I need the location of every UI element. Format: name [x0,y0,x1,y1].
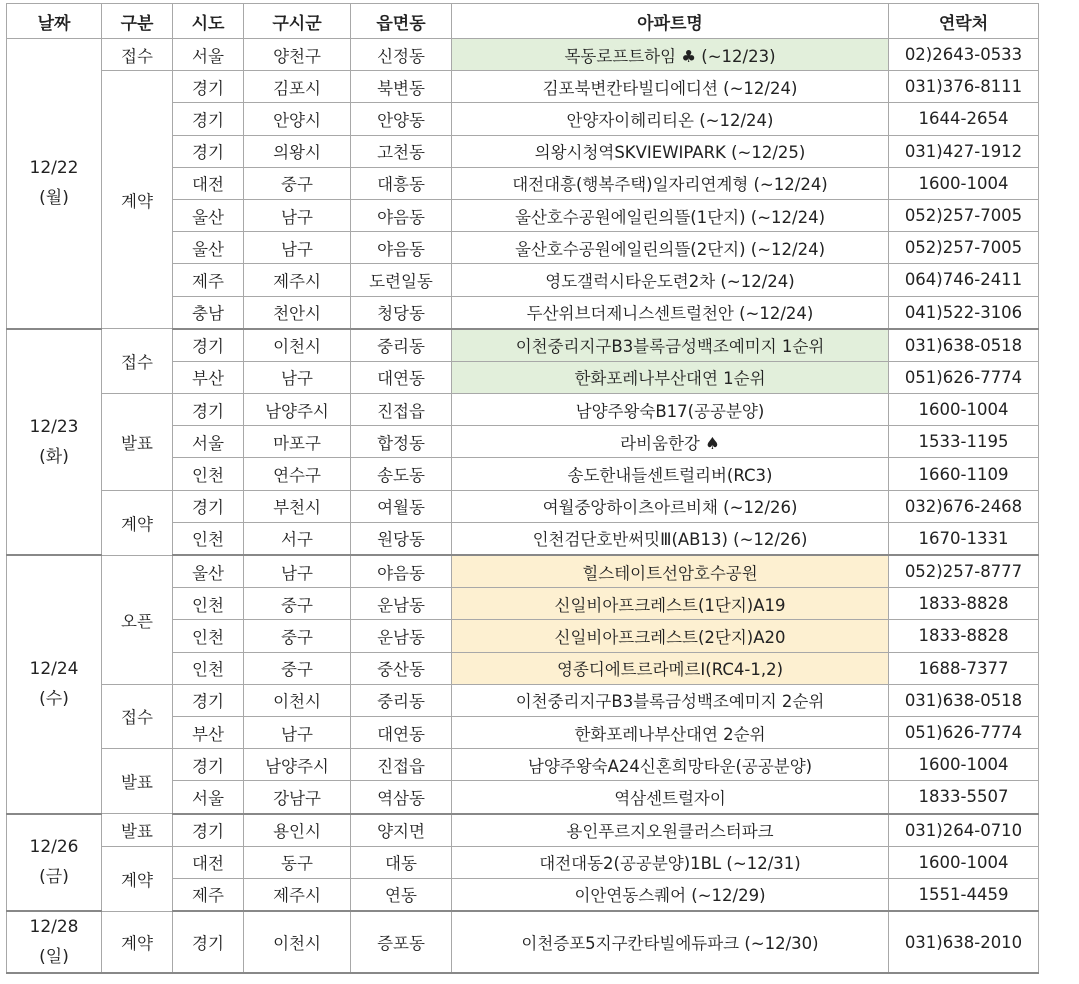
district-cell: 중구 [244,620,351,652]
table-row [7,329,1039,362]
apartment-name-cell: 한화포레나부산대연 1순위 [452,361,889,393]
province-cell: 부산 [173,361,244,393]
district-cell: 남구 [244,361,351,393]
header-date: 날짜 [7,4,102,39]
province-cell: 경기 [173,71,244,103]
contact-cell: 052)257-8777 [889,555,1039,588]
province-cell: 충남 [173,296,244,329]
apartment-name-cell: 대전대동2(공공분양)1BL (~12/31) [452,846,889,878]
town-cell: 진접읍 [351,749,452,781]
apartment-name-cell: 이천중리지구B3블록금성백조예미지 2순위 [452,684,889,716]
town-cell: 야음동 [351,199,452,231]
contact-cell: 031)638-0518 [889,684,1039,716]
district-cell: 서구 [244,522,351,555]
district-cell: 연수구 [244,458,351,490]
contact-cell: 064)746-2411 [889,264,1039,296]
table-row [7,490,1039,522]
district-cell: 김포시 [244,71,351,103]
date-value: 12/22 [29,158,79,179]
category-cell: 접수 [102,684,173,748]
table-row [7,555,1039,588]
province-cell: 울산 [173,555,244,588]
province-cell: 대전 [173,167,244,199]
province-cell: 경기 [173,911,244,973]
district-cell: 양천구 [244,39,351,71]
category-cell: 발표 [102,749,173,814]
contact-cell: 041)522-3106 [889,296,1039,329]
town-cell: 대흥동 [351,167,452,199]
category-cell: 접수 [102,329,173,394]
town-cell: 양지면 [351,814,452,847]
town-cell: 역삼동 [351,781,452,814]
table-row [7,814,1039,847]
apartment-name-cell: 힐스테이트선암호수공원 [452,555,889,588]
district-cell: 의왕시 [244,135,351,167]
town-cell: 진접읍 [351,394,452,426]
district-cell: 천안시 [244,296,351,329]
district-cell: 남구 [244,716,351,748]
town-cell: 원당동 [351,522,452,555]
province-cell: 인천 [173,652,244,684]
province-cell: 울산 [173,232,244,264]
date-value: 12/24 [29,659,79,680]
table-body [7,39,1039,974]
district-cell: 부천시 [244,490,351,522]
contact-cell: 1660-1109 [889,458,1039,490]
district-cell: 제주시 [244,878,351,911]
province-cell: 경기 [173,684,244,716]
apartment-name-cell: 이안연동스퀘어 (~12/29) [452,878,889,911]
contact-cell: 031)638-2010 [889,911,1039,973]
apartment-name-cell: 김포북변칸타빌디에디션 (~12/24) [452,71,889,103]
district-cell: 중구 [244,588,351,620]
province-cell: 경기 [173,749,244,781]
province-cell: 경기 [173,814,244,847]
category-cell: 계약 [102,71,173,329]
category-cell: 계약 [102,911,173,973]
date-cell [7,555,102,814]
table-row [7,39,1039,71]
town-cell: 대동 [351,846,452,878]
contact-cell: 031)427-1912 [889,135,1039,167]
town-cell: 송도동 [351,458,452,490]
day-of-week: (화) [39,446,69,467]
header-district: 구시군 [244,4,351,39]
apartment-name-cell: 여월중앙하이츠아르비채 (~12/26) [452,490,889,522]
town-cell: 청당동 [351,296,452,329]
apartment-name-cell: 역삼센트럴자이 [452,781,889,814]
contact-cell: 02)2643-0533 [889,39,1039,71]
apartment-name-cell: 대전대흥(행복주택)일자리연계형 (~12/24) [452,167,889,199]
header-category: 구분 [102,4,173,39]
contact-cell: 051)626-7774 [889,361,1039,393]
town-cell: 합정동 [351,426,452,458]
date-value: 12/26 [29,837,79,858]
town-cell: 대연동 [351,716,452,748]
town-cell: 중산동 [351,652,452,684]
town-cell: 안양동 [351,103,452,135]
town-cell: 여월동 [351,490,452,522]
district-cell: 마포구 [244,426,351,458]
apartment-name-cell: 목동로프트하임 ♣ (~12/23) [452,39,889,71]
contact-cell: 052)257-7005 [889,199,1039,231]
contact-cell: 031)264-0710 [889,814,1039,847]
apartment-name-cell: 한화포레나부산대연 2순위 [452,716,889,748]
apartment-name-cell: 라비움한강 ♠ [452,426,889,458]
district-cell: 동구 [244,846,351,878]
contact-cell: 1833-8828 [889,588,1039,620]
district-cell: 남구 [244,199,351,231]
contact-cell: 1833-5507 [889,781,1039,814]
contact-cell: 1644-2654 [889,103,1039,135]
province-cell: 서울 [173,781,244,814]
town-cell: 운남동 [351,620,452,652]
category-cell: 접수 [102,39,173,71]
province-cell: 제주 [173,264,244,296]
district-cell: 남구 [244,555,351,588]
district-cell: 이천시 [244,329,351,362]
apartment-name-cell: 영도갤럭시타운도련2차 (~12/24) [452,264,889,296]
apartment-name-cell: 두산위브더제니스센트럴천안 (~12/24) [452,296,889,329]
province-cell: 경기 [173,329,244,362]
contact-cell: 1833-8828 [889,620,1039,652]
contact-cell: 1600-1004 [889,846,1039,878]
town-cell: 고천동 [351,135,452,167]
date-cell [7,329,102,555]
apartment-name-cell: 용인푸르지오원클러스터파크 [452,814,889,847]
province-cell: 경기 [173,135,244,167]
district-cell: 남양주시 [244,749,351,781]
contact-cell: 031)638-0518 [889,329,1039,362]
date-cell [7,39,102,329]
district-cell: 제주시 [244,264,351,296]
district-cell: 이천시 [244,911,351,973]
header-province: 시도 [173,4,244,39]
day-of-week: (월) [39,188,69,209]
date-cell [7,911,102,973]
apartment-name-cell: 이천증포5지구칸타빌에듀파크 (~12/30) [452,911,889,973]
district-cell: 중구 [244,652,351,684]
day-of-week: (일) [39,947,69,968]
district-cell: 남양주시 [244,394,351,426]
category-cell: 발표 [102,814,173,847]
contact-cell: 1533-1195 [889,426,1039,458]
town-cell: 도련일동 [351,264,452,296]
date-cell [7,814,102,912]
contact-cell: 032)676-2468 [889,490,1039,522]
apartment-name-cell: 영종디에트르라메르Ⅰ(RC4-1,2) [452,652,889,684]
table-row [7,394,1039,426]
apartment-name-cell: 울산호수공원에일린의뜰(2단지) (~12/24) [452,232,889,264]
table-row [7,846,1039,878]
apartment-name-cell: 인천검단호반써밋Ⅲ(AB13) (~12/26) [452,522,889,555]
header-town: 읍면동 [351,4,452,39]
district-cell: 남구 [244,232,351,264]
town-cell: 야음동 [351,232,452,264]
date-value: 12/23 [29,416,79,437]
table-row [7,684,1039,716]
table-row [7,71,1039,103]
town-cell: 대연동 [351,361,452,393]
town-cell: 중리동 [351,329,452,362]
town-cell: 증포동 [351,911,452,973]
category-cell: 계약 [102,490,173,555]
header-contact: 연락처 [889,4,1039,39]
province-cell: 제주 [173,878,244,911]
contact-cell: 1551-4459 [889,878,1039,911]
apartment-name-cell: 남양주왕숙A24신혼희망타운(공공분양) [452,749,889,781]
header-apartment: 아파트명 [452,4,889,39]
category-cell: 발표 [102,394,173,491]
province-cell: 대전 [173,846,244,878]
table-row [7,749,1039,781]
province-cell: 인천 [173,620,244,652]
contact-cell: 1600-1004 [889,394,1039,426]
district-cell: 강남구 [244,781,351,814]
district-cell: 용인시 [244,814,351,847]
contact-cell: 1670-1331 [889,522,1039,555]
table-row [7,911,1039,973]
town-cell: 북변동 [351,71,452,103]
apartment-name-cell: 남양주왕숙B17(공공분양) [452,394,889,426]
town-cell: 중리동 [351,684,452,716]
apartment-name-cell: 신일비아프크레스트(2단지)A20 [452,620,889,652]
town-cell: 신정동 [351,39,452,71]
province-cell: 인천 [173,522,244,555]
apartment-name-cell: 신일비아프크레스트(1단지)A19 [452,588,889,620]
header-row [7,4,1039,39]
province-cell: 인천 [173,588,244,620]
apartment-name-cell: 울산호수공원에일린의뜰(1단지) (~12/24) [452,199,889,231]
contact-cell: 1600-1004 [889,749,1039,781]
date-value: 12/28 [29,917,79,938]
province-cell: 경기 [173,103,244,135]
district-cell: 이천시 [244,684,351,716]
day-of-week: (금) [39,867,69,888]
province-cell: 경기 [173,490,244,522]
contact-cell: 031)376-8111 [889,71,1039,103]
province-cell: 부산 [173,716,244,748]
apartment-name-cell: 송도한내들센트럴리버(RC3) [452,458,889,490]
category-cell: 계약 [102,846,173,911]
apartment-name-cell: 의왕시청역SKVIEWIPARK (~12/25) [452,135,889,167]
apartment-name-cell: 안양자이헤리티온 (~12/24) [452,103,889,135]
apartment-schedule-table [6,3,1039,974]
province-cell: 경기 [173,394,244,426]
province-cell: 인천 [173,458,244,490]
category-cell: 오픈 [102,555,173,684]
apartment-name-cell: 이천중리지구B3블록금성백조예미지 1순위 [452,329,889,362]
contact-cell: 051)626-7774 [889,716,1039,748]
district-cell: 안양시 [244,103,351,135]
town-cell: 연동 [351,878,452,911]
contact-cell: 1600-1004 [889,167,1039,199]
province-cell: 서울 [173,426,244,458]
district-cell: 중구 [244,167,351,199]
contact-cell: 1688-7377 [889,652,1039,684]
town-cell: 운남동 [351,588,452,620]
town-cell: 야음동 [351,555,452,588]
province-cell: 서울 [173,39,244,71]
province-cell: 울산 [173,199,244,231]
contact-cell: 052)257-7005 [889,232,1039,264]
day-of-week: (수) [39,689,69,710]
